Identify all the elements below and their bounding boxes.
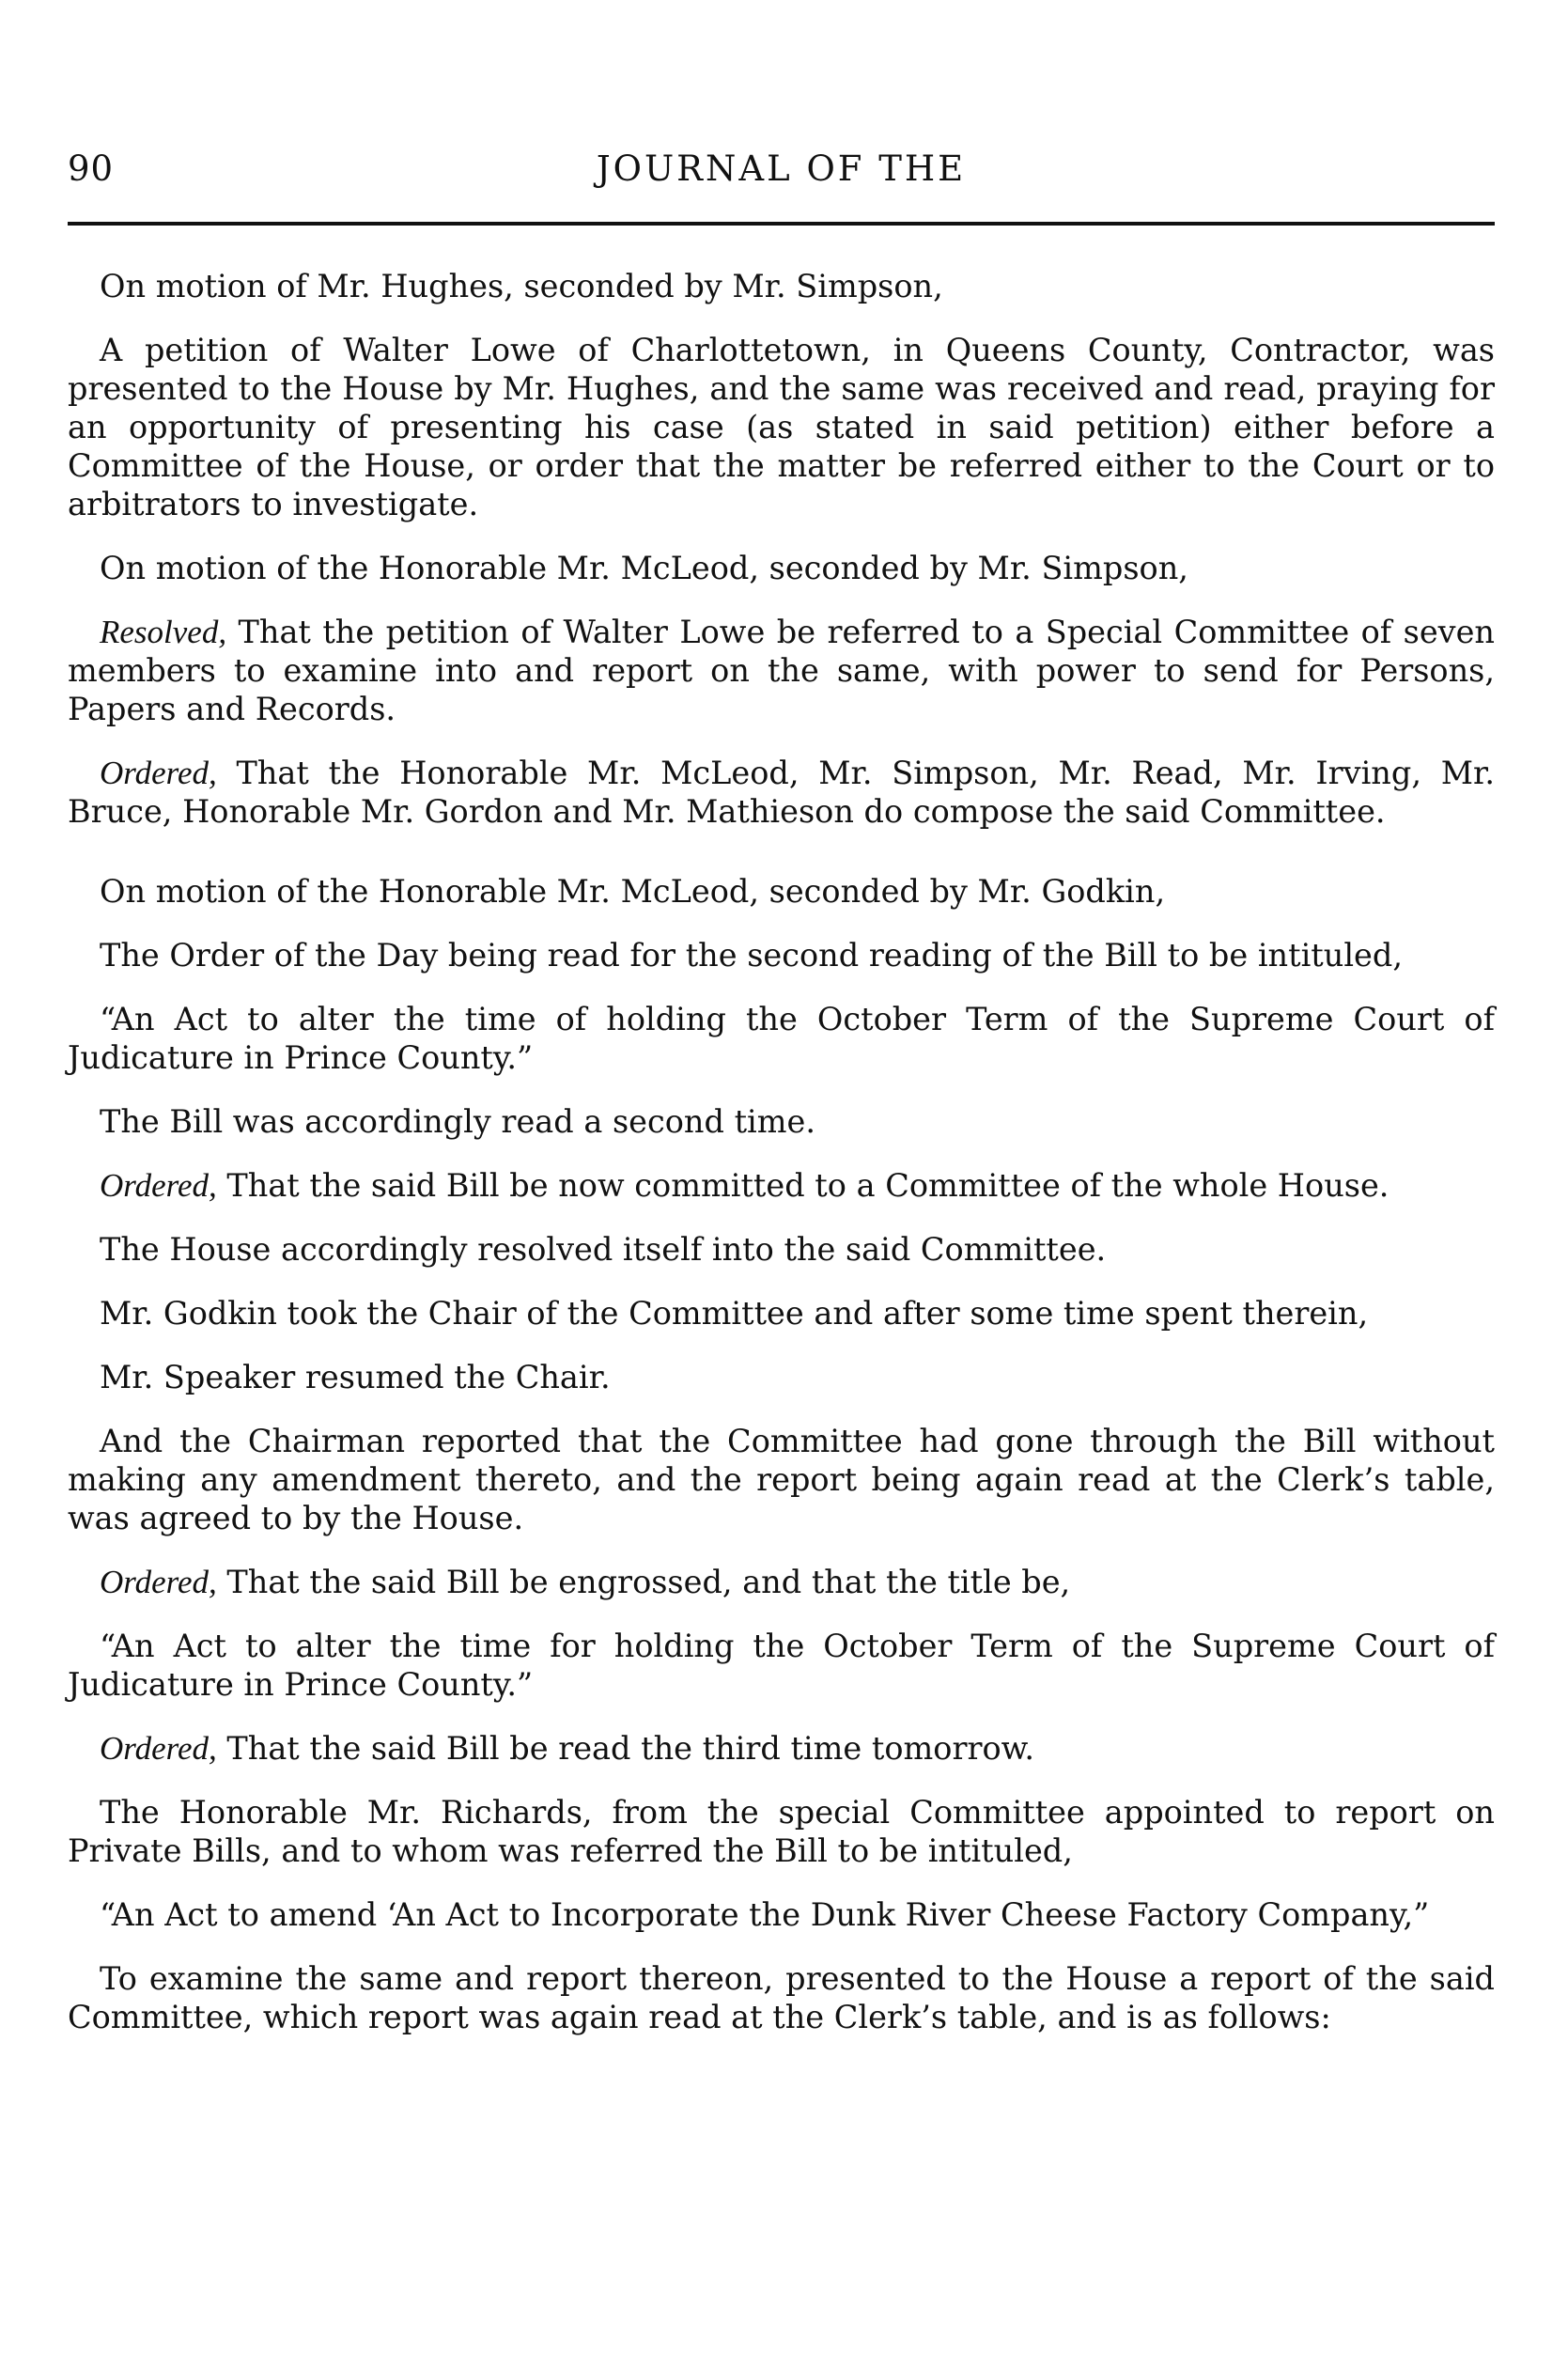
ordered-label: Ordered, [100, 755, 217, 791]
paragraph: Resolved, That the petition of Walter Lowe be referred to a Special Committee of seven members to examine into and report on the same, with power to send for Persons, Papers and Records. [68, 614, 1495, 727]
journal-body [68, 267, 1495, 2036]
paragraph: The Bill was accordingly read a second time. [100, 1103, 815, 1140]
paragraph: Mr. Godkin took the Chair of the Committee and after some time spent therein, [100, 1295, 1369, 1332]
bill-title-quote: “An Act to amend ‘An Act to Incorporate the Dunk River Cheese Factory Company,” [100, 1896, 1430, 1933]
paragraph: On motion of Mr. Hughes, seconded by Mr. Simpson, [100, 268, 943, 304]
paragraph: On motion of the Honorable Mr. McLeod, seconded by Mr. Godkin, [100, 873, 1166, 910]
header-rule [68, 222, 1495, 226]
paragraph: Ordered, That the Honorable Mr. McLeod, Mr. Simpson, Mr. Read, Mr. Irving, Mr. Bruce, Honorable Mr. Gordon and Mr. Mathieson do compose the said Committee. [68, 755, 1495, 830]
ordered-label: Ordered, [100, 1730, 217, 1767]
paragraph: To examine the same and report thereon, presented to the House a report of the said Committee, which report was again read at the Clerk’s table, and is as follows: [68, 1960, 1495, 2035]
bill-title-quote: “An Act to alter the time for holding the October Term of the Supreme Court of Judicature in Prince County.” [68, 1628, 1495, 1703]
paragraph: And the Chairman reported that the Committee had gone through the Bill without making any amendment thereto, and the report being again read at the Clerk’s table, was agreed to by the House. [68, 1423, 1495, 1536]
bill-title-quote: “An Act to alter the time of holding the October Term of the Supreme Court of Judicature in Prince County.” [68, 1001, 1495, 1076]
paragraph: The Honorable Mr. Richards, from the special Committee appointed to report on Private Bills, and to whom was referred the Bill to be intituled, [68, 1794, 1495, 1869]
ordered-label: Ordered, [100, 1167, 217, 1204]
paragraph: Ordered, That the said Bill be now committed to a Committee of the whole House. [100, 1167, 1389, 1204]
paragraph: The House accordingly resolved itself into the said Committee. [100, 1231, 1107, 1268]
running-head: JOURNAL OF THE [596, 148, 967, 189]
page-header [68, 141, 1495, 197]
paragraph: On motion of the Honorable Mr. McLeod, seconded by Mr. Simpson, [100, 550, 1188, 586]
page-number: 90 [68, 148, 115, 189]
paragraph: A petition of Walter Lowe of Charlottetown, in Queens County, Contractor, was presented to the House by Mr. Hughes, and the same was received and read, praying for an opportunity of presenting his case (as stated in said petition) either before a Committee of the House, or order that the matter be referred either to the Court or to arbitrators to investigate. [68, 332, 1495, 522]
paragraph: Mr. Speaker resumed the Chair. [100, 1359, 611, 1395]
ordered-label: Ordered, [100, 1564, 217, 1600]
resolved-label: Resolved, [100, 614, 227, 650]
paragraph: Ordered, That the said Bill be engrossed, and that the title be, [100, 1564, 1071, 1600]
paragraph: The Order of the Day being read for the second reading of the Bill to be intituled, [100, 937, 1403, 974]
paragraph: Ordered, That the said Bill be read the third time tomorrow. [100, 1730, 1035, 1767]
